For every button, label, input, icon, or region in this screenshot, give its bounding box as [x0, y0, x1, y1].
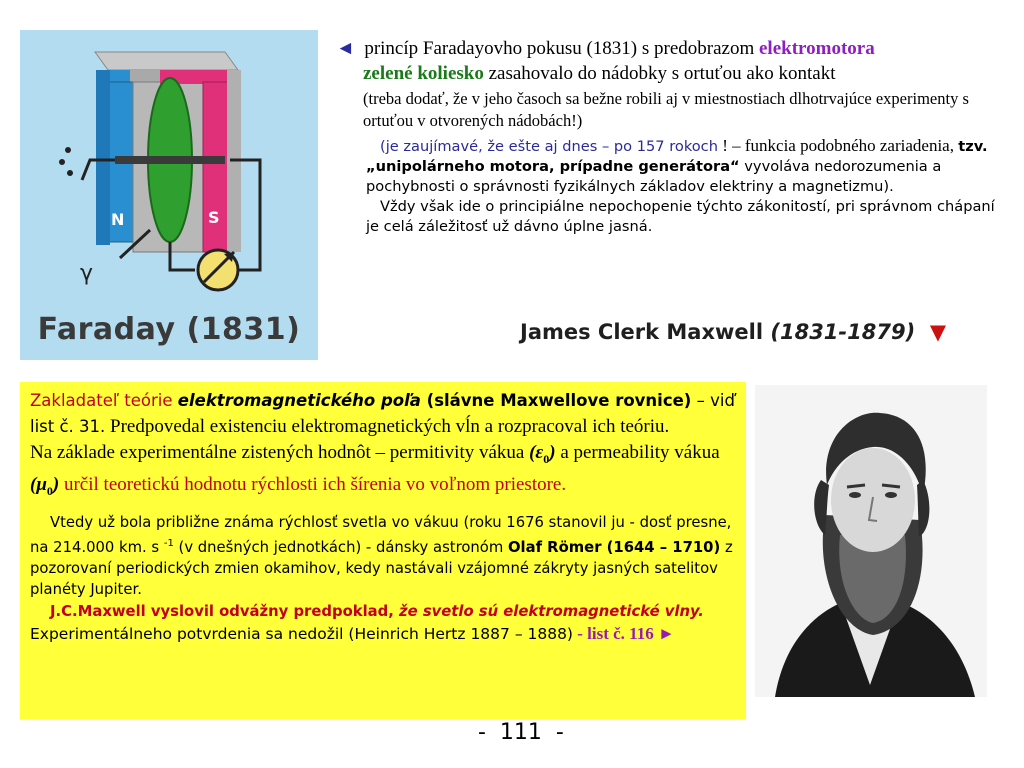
maxwell-heading: [520, 320, 946, 344]
faraday-description-line2: [336, 61, 996, 86]
unipolar-motor-term: tzv. „unipolárneho motora, prípadne generátora“: [366, 138, 988, 175]
faraday-description-line1: [336, 36, 996, 61]
svg-text:γ: γ: [80, 261, 94, 286]
epsilon-symbol: (ε: [529, 442, 544, 463]
em-field-term: elektromagnetického poľa: [177, 391, 421, 410]
maxwell-info-text: [30, 388, 736, 646]
function-text: ! – funkcia podobného zariadenia,: [717, 136, 959, 155]
maxwell-hypothesis-paragraph: [30, 600, 736, 646]
em-waves-prediction: Predpovedal existenciu elektromagnetických vĺn a rozpracoval ich teóriu.: [105, 416, 670, 437]
green-wheel-term: zelené koliesko: [363, 63, 484, 84]
south-pole-label: S: [208, 208, 220, 227]
mercury-contact-text: zasahovalo do nádobky s ortuťou ako kontakt: [483, 63, 836, 84]
epsilon-close: ): [549, 442, 556, 463]
misunderstanding-text: vyvoláva nedorozumenia a pochybnosti o správnosti fyzikálnych základov elektriny a magnetizmu).: [366, 158, 942, 195]
epsilon-subscript: 0: [543, 451, 550, 466]
faraday-description: [336, 36, 996, 237]
unit-exponent: -1: [163, 537, 174, 549]
page-number: - 111 -: [478, 720, 564, 745]
permittivity-paragraph: [30, 440, 736, 504]
danish-astronomer-text: (v dnešných jednotkách) - dánsky astronóm: [173, 538, 508, 556]
faraday-caption: Faraday (1831): [37, 312, 301, 347]
faraday-diagram-icon: [20, 30, 318, 360]
permeability-text: a permeability vákua: [555, 442, 720, 463]
speed-determination-text: určil teoretickú hodnotu rýchlosti ich šírenia vo voľnom priestore.: [59, 473, 567, 495]
permittivity-text: Na základe experimentálne zistených hodnôt – permitivity vákua: [30, 442, 530, 463]
mu-subscript: 0: [46, 483, 53, 498]
down-arrow-icon: ▼: [929, 320, 946, 344]
romer-paragraph: [30, 512, 736, 600]
electromotor-term: elektromotora: [759, 38, 875, 59]
maxwell-name: James Clerk Maxwell: [520, 320, 771, 344]
maxwell-years: (1831-1879): [770, 320, 916, 344]
left-arrow-icon: ◄: [336, 38, 355, 59]
light-em-waves-text: že svetlo sú elektromagnetické vlny.: [399, 602, 704, 620]
hypothesis-text: J.C.Maxwell vyslovil odvážny predpoklad,: [50, 602, 400, 620]
mercury-note: (treba dodať, že v jeho časoch sa bežne robili aj v miestnostiach dlhotrvajúce experimenty s ortuťou v otvorených nádobách!): [363, 89, 969, 130]
maxwell-portrait-icon: [755, 385, 987, 697]
jupiter-observation-text: z pozorovaní periodických zmien okamihov, kedy nastávali vzájomné zákryty jasných satelitov planéty Jupiter.: [30, 538, 733, 598]
faraday-experiment-figure: [20, 30, 318, 360]
sheet-116-link[interactable]: - list č. 116 ►: [572, 623, 675, 643]
sheet-reference: – viď list č. 31.: [30, 391, 735, 436]
maxwell-founder-paragraph: [30, 388, 736, 440]
speed-of-light-text: Vtedy už bola približne známa rýchlosť svetla vo vákuu (roku 1676 stanovil ju - dosť presne, na 214.000 km. s: [30, 513, 732, 556]
mu-close: ): [52, 473, 60, 495]
maxwell-portrait: [755, 385, 987, 697]
unipolar-motor-note: [336, 136, 996, 197]
principle-misunderstanding-note: Vždy však ide o principiálne nepochopenie týchto zákonitostí, pri správnom chápaní je celá záležitosť už dávno úplne jasná.: [366, 198, 995, 235]
interesting-text: (je zaujímavé, že ešte aj dnes – po 157 rokoch: [380, 138, 718, 155]
mu-symbol: (μ: [30, 473, 47, 495]
founder-text: Zakladateľ teórie: [30, 391, 178, 410]
hertz-confirmation-text: Experimentálneho potvrdenia sa nedožil (Heinrich Hertz 1887 – 1888): [30, 624, 573, 643]
maxwell-equations-term: (slávne Maxwellove rovnice): [420, 391, 692, 410]
principle-text: princíp Faradayovho pokusu (1831) s predobrazom: [364, 38, 759, 59]
olaf-romer-name: Olaf Römer (1644 – 1710): [507, 538, 721, 556]
north-pole-label: N: [111, 210, 125, 229]
